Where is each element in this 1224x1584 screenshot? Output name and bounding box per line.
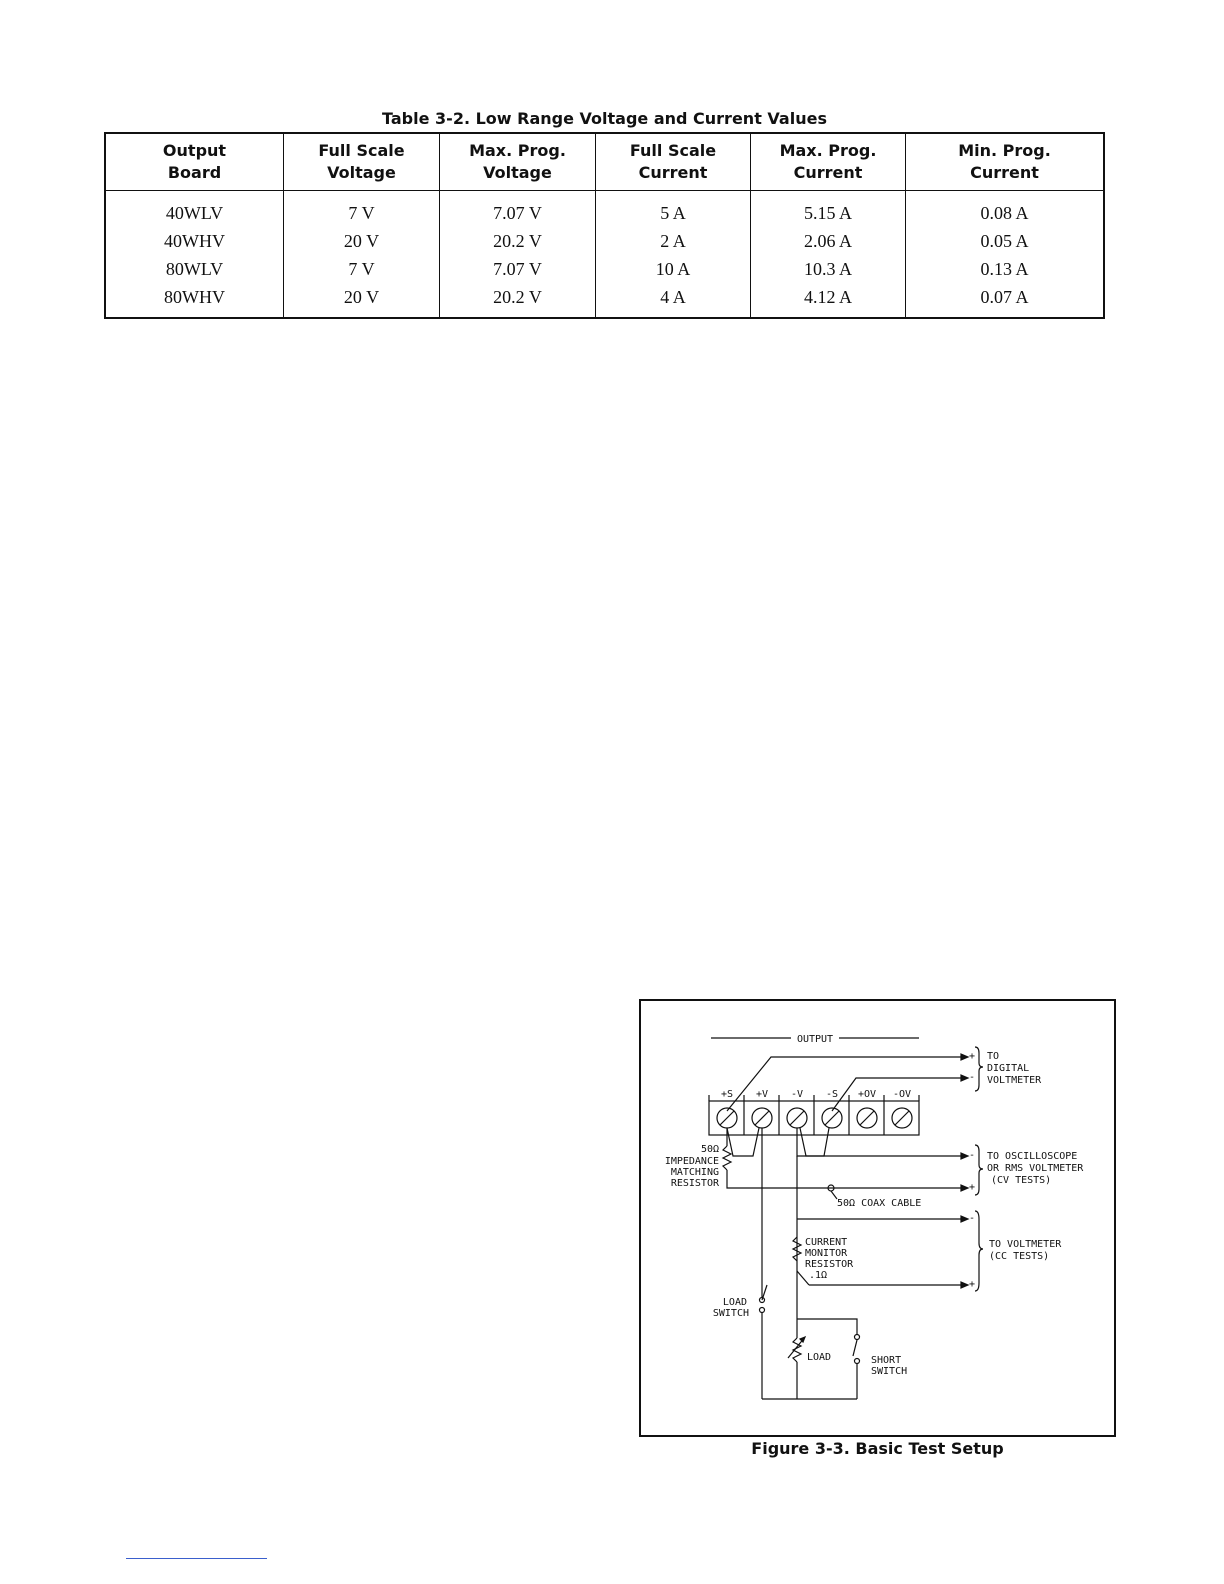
table-cell: 40WHV: [164, 230, 225, 251]
current-monitor-label: CURRENT: [805, 1237, 848, 1248]
test-setup-schematic: [641, 1001, 1114, 1435]
load-label: LOAD: [807, 1352, 832, 1363]
column-header: Max. Prog. Current: [751, 133, 906, 191]
table-cell: 2.06 A: [751, 227, 906, 255]
table-cell: 2 A: [596, 227, 751, 255]
scope-label: (CV TESTS): [991, 1175, 1052, 1186]
column-header: Output Board: [105, 133, 284, 191]
terminal-label: -OV: [892, 1089, 912, 1100]
dvm-label: TO: [987, 1051, 1000, 1062]
table-cell: 80WHV: [164, 286, 225, 307]
short-switch-label: SWITCH: [871, 1366, 908, 1377]
table-cell: 4.12 A: [751, 283, 906, 318]
dvm-label: DIGITAL: [987, 1063, 1030, 1074]
scope-label: OR RMS VOLTMETER: [987, 1163, 1084, 1174]
terminal-label: -V: [790, 1089, 804, 1100]
terminal-label: +S: [720, 1089, 734, 1100]
table-cell: 7 V: [284, 255, 440, 283]
current-monitor-label: MONITOR: [805, 1248, 848, 1259]
table-cell: 20 V: [284, 227, 440, 255]
current-monitor-label: .1Ω: [809, 1270, 828, 1281]
table-cell: 20.2 V: [440, 227, 596, 255]
load-switch-label: LOAD: [722, 1297, 747, 1308]
table-cell: 80WLV: [165, 258, 224, 279]
table-cell: 20 V: [284, 283, 440, 318]
table-row: [105, 283, 1104, 318]
polarity-label: -: [969, 1150, 976, 1161]
column-header: Full Scale Voltage: [284, 133, 440, 191]
table-cell: 5 A: [596, 191, 751, 228]
polarity-label: +: [969, 1279, 976, 1290]
table-row: [105, 255, 1104, 283]
polarity-label: -: [969, 1213, 976, 1224]
short-switch-label: SHORT: [871, 1355, 902, 1366]
coax-label: 50Ω COAX CABLE: [837, 1198, 922, 1209]
table-cell: 10.3 A: [751, 255, 906, 283]
table-cell: 7.07 V: [440, 255, 596, 283]
table-cell: 10 A: [596, 255, 751, 283]
output-label: OUTPUT: [796, 1034, 834, 1045]
table-caption: Table 3-2. Low Range Voltage and Current Values: [382, 109, 827, 128]
column-header: Full Scale Current: [596, 133, 751, 191]
table-cell: 0.05 A: [906, 227, 1105, 255]
figure-caption: Figure 3-3. Basic Test Setup: [751, 1439, 1004, 1458]
table-cell: 5.15 A: [751, 191, 906, 228]
table-row: [105, 191, 1104, 228]
polarity-label: -: [969, 1072, 976, 1083]
scope-label: TO OSCILLOSCOPE: [987, 1151, 1078, 1162]
footer-rule: [126, 1558, 267, 1559]
current-monitor-label: RESISTOR: [805, 1259, 854, 1270]
table-cell: 7.07 V: [440, 191, 596, 228]
impedance-resistor-label: MATCHING: [670, 1167, 719, 1178]
voltage-current-table: [104, 132, 1105, 319]
terminal-label: +V: [755, 1089, 769, 1100]
impedance-resistor-label: IMPEDANCE: [664, 1156, 719, 1167]
table-header-row: [105, 133, 1104, 191]
table-cell: 0.08 A: [906, 191, 1105, 228]
test-setup-figure: [639, 999, 1116, 1437]
dvm-label: VOLTMETER: [987, 1075, 1042, 1086]
load-switch-label: SWITCH: [712, 1308, 749, 1319]
column-header: Max. Prog. Voltage: [440, 133, 596, 191]
table-cell: 40WLV: [165, 202, 224, 223]
table-cell: 4 A: [596, 283, 751, 318]
column-header: Min. Prog. Current: [906, 133, 1105, 191]
impedance-resistor-label: 50Ω: [700, 1144, 719, 1155]
table-cell: 0.07 A: [906, 283, 1105, 318]
cc-label: TO VOLTMETER: [989, 1239, 1062, 1250]
polarity-label: +: [969, 1051, 976, 1062]
table-cell: 0.13 A: [906, 255, 1105, 283]
cc-label: (CC TESTS): [989, 1251, 1050, 1262]
table-cell: 20.2 V: [440, 283, 596, 318]
impedance-resistor-label: RESISTOR: [670, 1178, 719, 1189]
terminal-label: +OV: [857, 1089, 877, 1100]
table-cell: 7 V: [284, 191, 440, 228]
terminal-label: -S: [825, 1089, 839, 1100]
polarity-label: +: [969, 1182, 976, 1193]
table-row: [105, 227, 1104, 255]
